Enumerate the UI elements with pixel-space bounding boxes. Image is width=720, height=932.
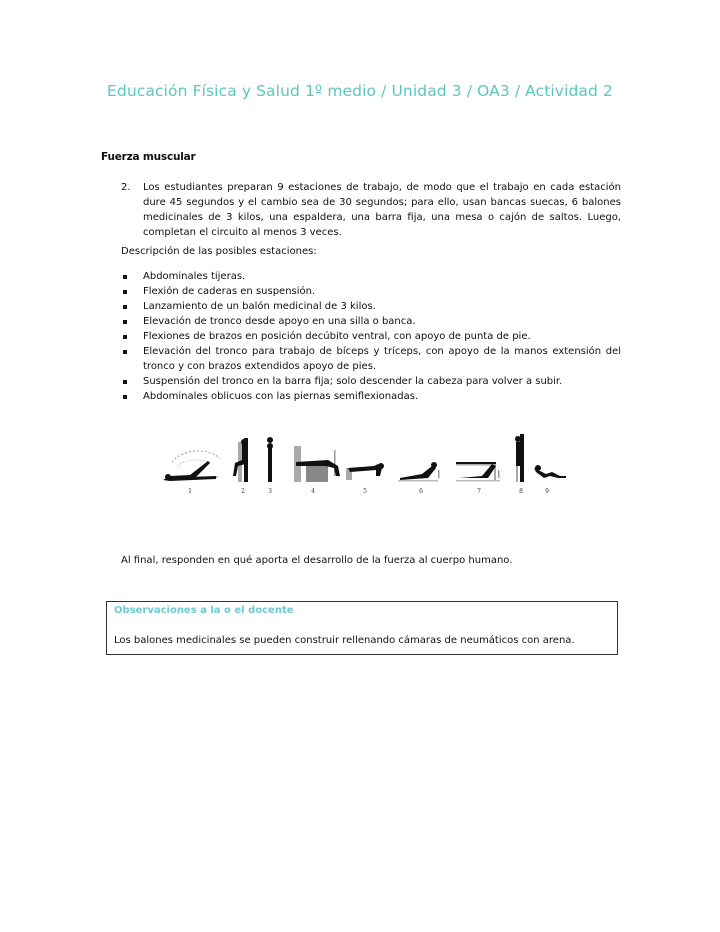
page-title: Educación Física y Salud 1º medio / Unidad 3 / OA3 / Actividad 2 <box>107 82 613 100</box>
station-label-2: 2 <box>241 488 245 495</box>
station-label-7: 7 <box>477 488 481 495</box>
bullet-icon <box>121 374 143 389</box>
stations-list <box>121 269 621 404</box>
bullet-icon <box>121 284 143 299</box>
station-2-figure-icon <box>233 438 248 482</box>
station-8-figure-icon <box>515 434 524 482</box>
list-item: Lanzamiento de un balón medicinal de 3 kilos. <box>121 299 621 314</box>
bullet-icon <box>121 314 143 329</box>
list-item: Abdominales tijeras. <box>121 269 621 284</box>
stations-label: Descripción de las posibles estaciones: <box>121 246 317 257</box>
station-label-3: 3 <box>268 488 272 495</box>
bullet-icon <box>121 269 143 284</box>
bullet-icon <box>121 329 143 344</box>
bullet-icon <box>121 389 143 404</box>
list-item: Suspensión del tronco en la barra fija; solo descender la cabeza para volver a subir. <box>121 374 621 389</box>
list-item: Elevación de tronco desde apoyo en una silla o banca. <box>121 314 621 329</box>
station-label-5: 5 <box>363 488 367 495</box>
list-item: Flexiones de brazos en posición decúbito ventral, con apoyo de punta de pie. <box>121 329 621 344</box>
section-heading: Fuerza muscular <box>101 151 196 163</box>
bullet-icon <box>121 344 143 374</box>
station-7-figure-icon <box>456 462 500 482</box>
station-label-9: 9 <box>545 488 549 495</box>
station-6-figure-icon <box>398 462 440 482</box>
station-label-8: 8 <box>519 488 523 495</box>
station-9-figure-icon <box>534 465 566 478</box>
activity-number: 2. <box>121 182 131 193</box>
observations-text: Los balones medicinales se pueden construir rellenando cámaras de neumáticos con arena. <box>114 635 575 646</box>
bullet-icon <box>121 299 143 314</box>
observations-title: Observaciones a la o el docente <box>114 605 294 616</box>
station-1-figure-icon <box>163 451 220 481</box>
station-3-figure-icon <box>267 437 273 482</box>
teacher-observations-box <box>106 601 618 655</box>
station-4-figure-icon <box>294 446 340 482</box>
station-label-4: 4 <box>311 488 315 495</box>
exercise-stations-illustration <box>160 430 580 500</box>
list-item: Abdominales oblicuos con las piernas semiflexionadas. <box>121 389 621 404</box>
station-label-1: 1 <box>188 488 192 495</box>
list-item: Elevación del tronco para trabajo de bíceps y tríceps, con apoyo de la manos extensión del tronco y con brazos extendidos apoyo de pies. <box>121 344 621 374</box>
closing-text: Al final, responden en qué aporta el desarrollo de la fuerza al cuerpo humano. <box>121 555 513 566</box>
station-label-6: 6 <box>419 488 423 495</box>
activity-text: Los estudiantes preparan 9 estaciones de trabajo, de modo que el trabajo en cada estación dure 45 segundos y el cambio sea de 30 segundos; para ello, usan bancas suecas, 6 balones medicinales de 3 kilos, una espaldera, una barra fija, una mesa o cajón de saltos. Luego, completan el circuito al menos 3 veces. <box>143 182 621 238</box>
activity-item <box>121 180 621 240</box>
list-item: Flexión de caderas en suspensión. <box>121 284 621 299</box>
station-5-figure-icon <box>346 463 384 480</box>
